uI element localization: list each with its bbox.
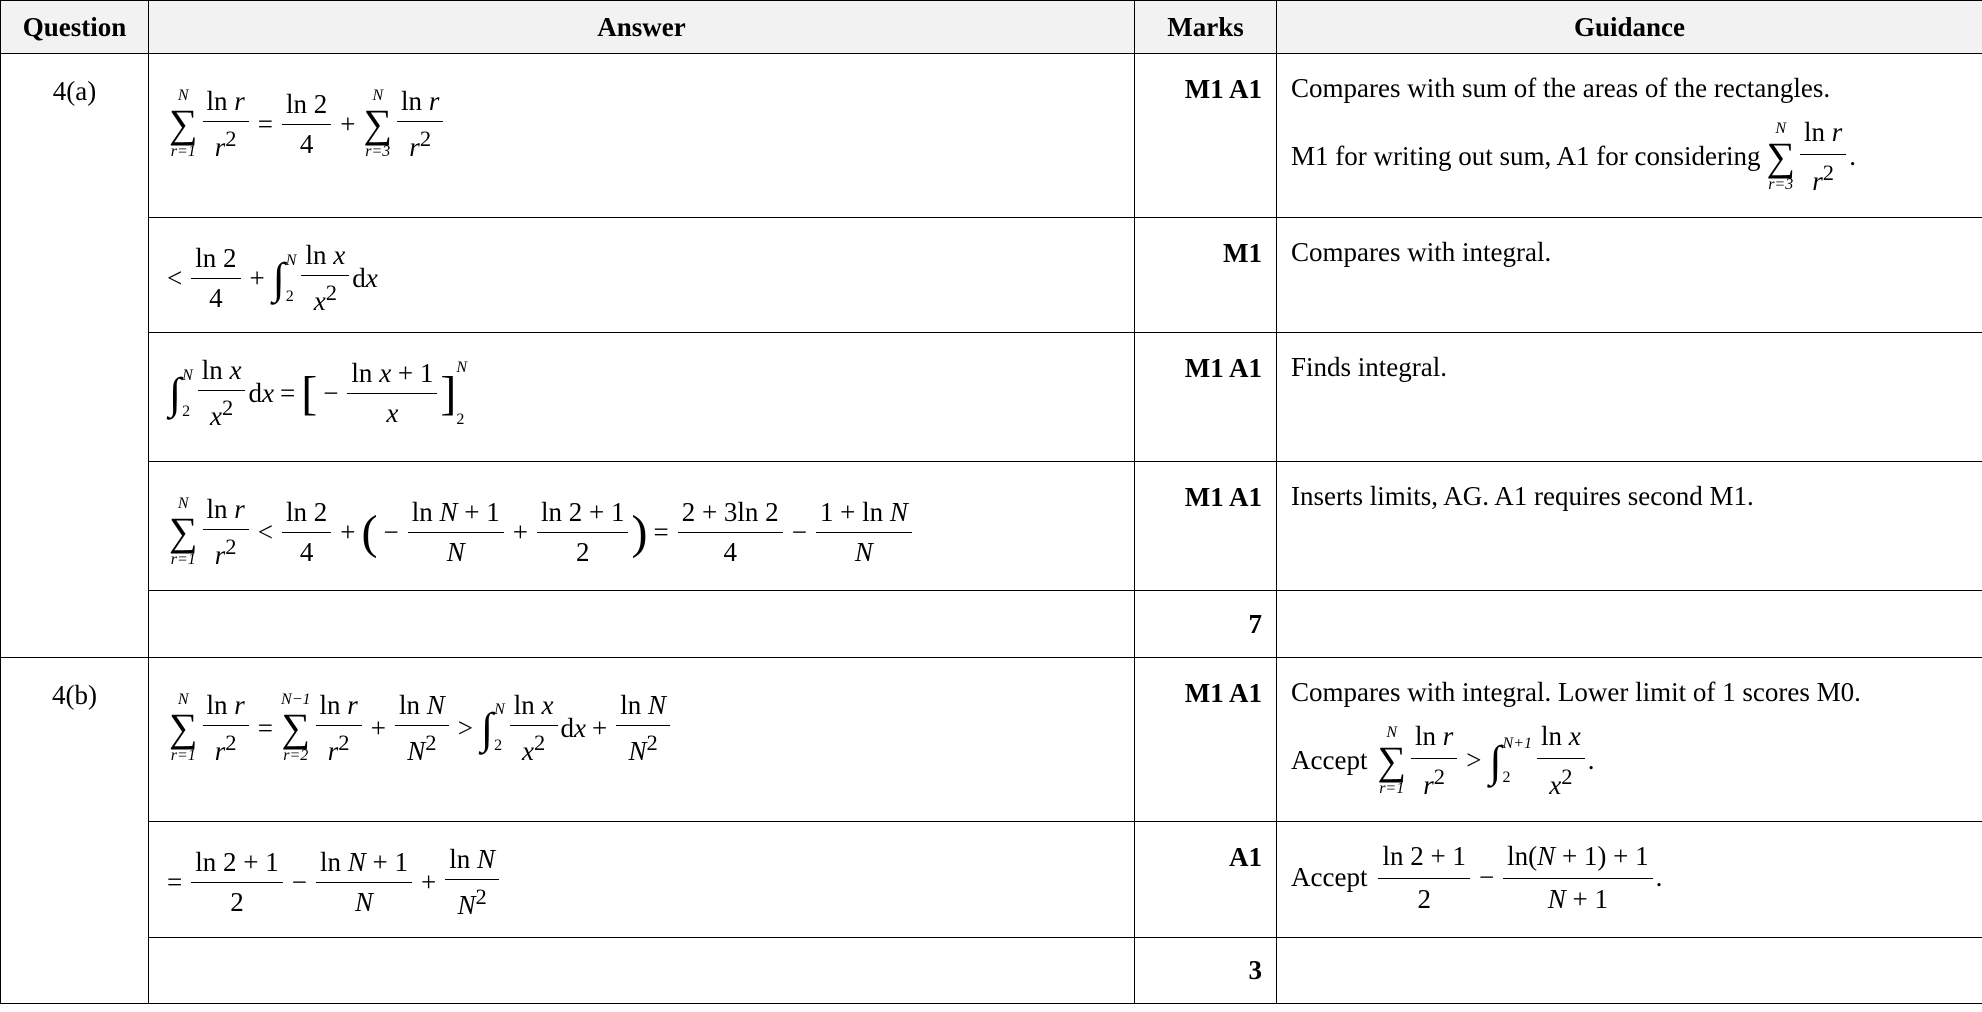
answer-cell xyxy=(149,218,1135,333)
guidance-text: Compares with sum of the areas of the rectangles. xyxy=(1291,73,1831,103)
answer-cell xyxy=(149,591,1135,658)
table-row xyxy=(1,54,1982,218)
guidance-cell xyxy=(1277,54,1982,218)
table-row xyxy=(1,462,1982,591)
answer-cell xyxy=(149,658,1135,822)
table-row xyxy=(1,218,1982,333)
guidance-cell xyxy=(1277,938,1982,1004)
math-expression: ∫ N 2 $\frac{\text{ln x}}{x^2}$ dx = [ − $\frac{\text{ln x + 1}}{x}$ ] N 2 xyxy=(169,355,468,431)
guidance-text: Accept $\frac{\ln 2 + 1}{2}$ − $\frac{\ln(N + 1) + 1}{N + 1}$ . xyxy=(1291,840,1982,917)
guidance-cell xyxy=(1277,218,1982,333)
answer-cell xyxy=(149,822,1135,938)
math-expression: = $\frac{\ln 2 + 1}{2}$ − $\frac{\text{ln N + 1}}{N}$ + $\frac{\text{ln N}}{N^2}$ xyxy=(167,844,502,921)
header-question: Question xyxy=(1,1,149,54)
answer-cell xyxy=(149,333,1135,462)
header-row xyxy=(1,1,1982,54)
math-expression: $\frac{\ln 2 + 1}{2}$ − $\frac{\ln(N + 1) + 1}{N + 1}$ . xyxy=(1375,840,1662,917)
table-row xyxy=(1,658,1982,822)
question-label-4a: 4(a) xyxy=(1,54,149,658)
guidance-text: Finds integral. xyxy=(1291,352,1447,382)
guidance-cell xyxy=(1277,333,1982,462)
math-expression: N ∑ r=1 $\frac{\text{ln r}}{r^2}$ < $\frac{\ln 2}{4}$ + ( − $\frac{\text{ln N + 1}}{N}$ + $\frac{\ln 2 + 1}{2}$ ) = $\frac{2 + 3\ln 2}{4}$ − $\frac{\text{1 + ln N}}{N}$ xyxy=(167,494,915,571)
marks-cell: M1 A1 xyxy=(1135,462,1277,591)
math-expression: N ∑ r=1 $\frac{\text{ln r}}{r^2}$ > ∫ N+1 2 $\frac{\text{ln x}}{x^2}$ . xyxy=(1377,720,1595,800)
math-expression: < $\frac{\ln 2}{4}$ + ∫ N 2 $\frac{\text{ln x}}{x^2}$ dx xyxy=(167,240,378,316)
guidance-cell xyxy=(1277,658,1982,822)
answer-cell xyxy=(149,938,1135,1004)
guidance-text: M1 for writing out sum, A1 for considering N ∑ r=3 $\frac{\text{ln r}}{r^2}$ . xyxy=(1291,116,1982,199)
guidance-text: Accept N ∑ r=1 $\frac{\text{ln r}}{r^2}$ > ∫ N+1 2 $\frac{\text{ln x}}{x^2}$ . xyxy=(1291,720,1982,803)
header-marks: Marks xyxy=(1135,1,1277,54)
math-expression: N ∑ r=1 $\frac{\text{ln r}}{r^2}$ = N−1 ∑ r=2 $\frac{\text{ln r}}{r^2}$ + $\frac{\text{ln N}}{N^2}$ > ∫ N 2 $\frac{\text{ln x}}{x^2}$ dx + $\frac{\text{ln N}}{N^2}$ xyxy=(167,690,673,767)
marks-cell: M1 A1 xyxy=(1135,333,1277,462)
guidance-cell xyxy=(1277,591,1982,658)
marks-cell: A1 xyxy=(1135,822,1277,938)
guidance-cell xyxy=(1277,822,1982,938)
header-guidance: Guidance xyxy=(1277,1,1982,54)
marks-total: 7 xyxy=(1135,591,1277,658)
marks-total: 3 xyxy=(1135,938,1277,1004)
question-label-4b: 4(b) xyxy=(1,658,149,1004)
header-answer: Answer xyxy=(149,1,1135,54)
guidance-text: Compares with integral. xyxy=(1291,237,1552,267)
table-row xyxy=(1,591,1982,658)
table-row xyxy=(1,333,1982,462)
math-expression: N ∑ r=3 $\frac{\text{ln r}}{r^2}$ . xyxy=(1766,116,1857,196)
marks-cell: M1 A1 xyxy=(1135,658,1277,822)
guidance-text: Compares with integral. Lower limit of 1 scores M0. xyxy=(1291,677,1861,707)
table-row xyxy=(1,822,1982,938)
guidance-text: Inserts limits, AG. A1 requires second M1. xyxy=(1291,481,1754,511)
marks-cell: M1 xyxy=(1135,218,1277,333)
math-expression: N ∑ r=1 $\frac{\text{ln r}}{r^2}$ = $\frac{\ln 2}{4}$ + N ∑ r=3 $\frac{\text{ln r}}{r^2}$ xyxy=(167,86,446,163)
guidance-cell xyxy=(1277,462,1982,591)
answer-cell xyxy=(149,462,1135,591)
answer-cell xyxy=(149,54,1135,218)
marks-cell: M1 A1 xyxy=(1135,54,1277,218)
table-row xyxy=(1,938,1982,1004)
